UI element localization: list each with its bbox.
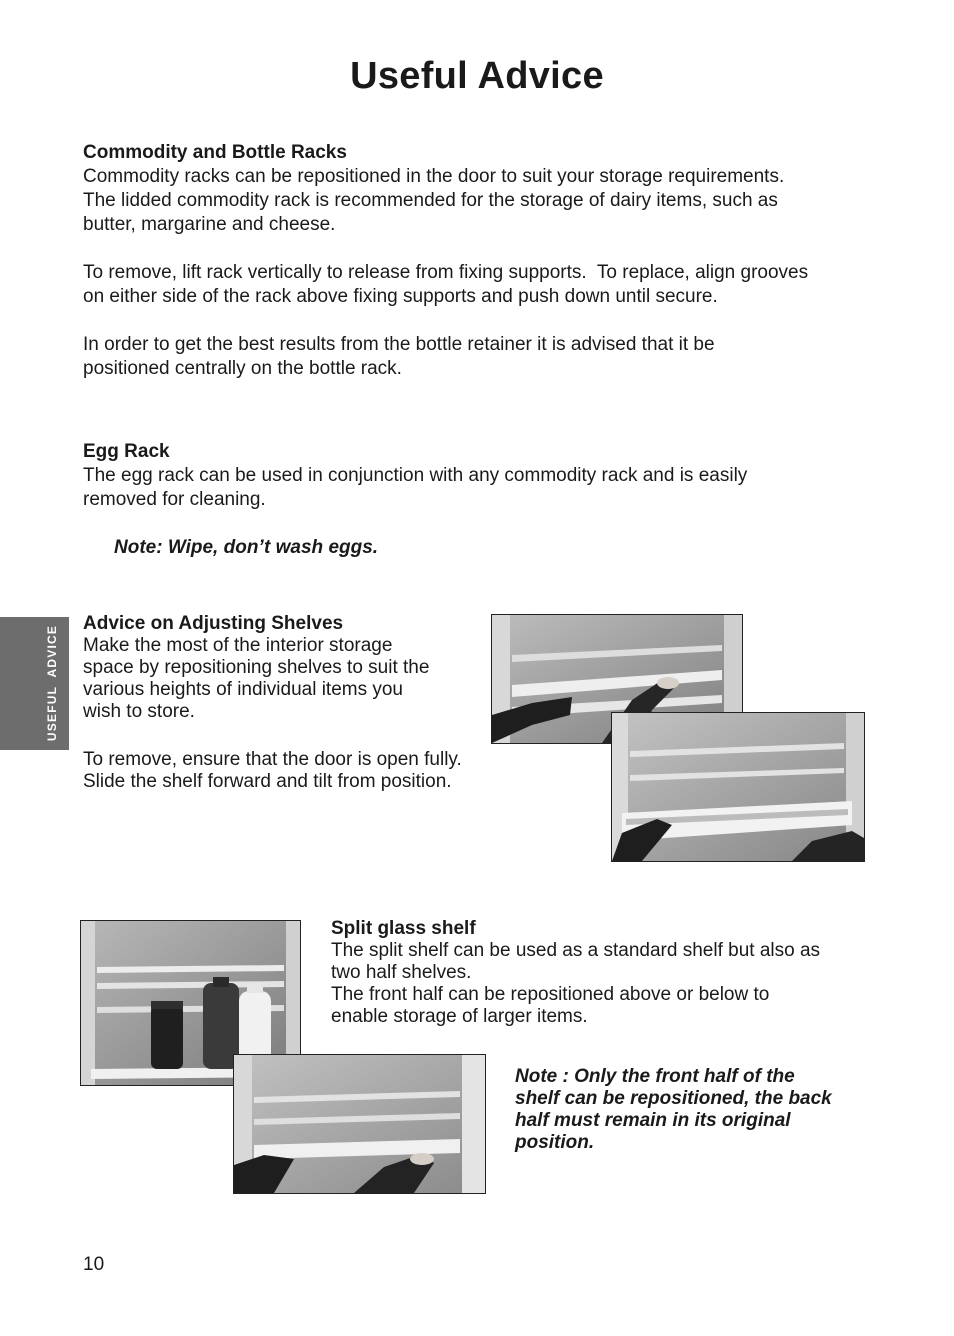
shelf-removal-photo-2 xyxy=(611,712,865,862)
commodity-para-1-line-1: Commodity racks can be repositioned in the door to suit your storage requirements. xyxy=(83,166,785,187)
split-para-line-1: The split shelf can be used as a standard shelf but also as xyxy=(331,940,821,961)
split-para-line-4: enable storage of larger items. xyxy=(331,1006,588,1027)
split-note-line-4: position. xyxy=(515,1132,595,1153)
split-note-line-2: shelf can be repositioned, the back xyxy=(515,1088,832,1109)
egg-section xyxy=(83,440,883,512)
shelves-para-2-line-2: Slide the shelf forward and tilt from position. xyxy=(83,771,452,792)
commodity-para-2-line-2: on either side of the rack above fixing supports and push down until secure. xyxy=(83,286,718,307)
page-number: 10 xyxy=(83,1254,105,1275)
egg-para-line-1: The egg rack can be used in conjunction with any commodity rack and is easily xyxy=(83,465,748,486)
split-heading: Split glass shelf xyxy=(331,918,476,939)
commodity-para-2-line-1: To remove, lift rack vertically to release from fixing supports. To replace, align grooves xyxy=(83,262,809,283)
shelves-para-1-line-3: various heights of individual items you xyxy=(83,679,404,700)
shelves-heading: Advice on Adjusting Shelves xyxy=(83,613,344,634)
shelves-para-2-line-1: To remove, ensure that the door is open fully. xyxy=(83,749,462,770)
split-section xyxy=(331,918,891,1028)
side-tab-label: USEFUL ADVICE xyxy=(45,624,59,742)
shelves-para-1-line-2: space by repositioning shelves to suit the xyxy=(83,657,430,678)
commodity-para-1-line-3: butter, margarine and cheese. xyxy=(83,214,336,235)
commodity-para-1-line-2: The lidded commodity rack is recommended for the storage of dairy items, such as xyxy=(83,190,778,211)
egg-para-line-2: removed for cleaning. xyxy=(83,489,266,510)
page-title: Useful Advice xyxy=(350,55,604,97)
commodity-para-3-line-2: positioned centrally on the bottle rack. xyxy=(83,358,402,379)
split-note-line-3: half must remain in its original xyxy=(515,1110,791,1131)
split-note-line-1: Note : Only the front half of the xyxy=(515,1066,795,1087)
shelves-para-1-line-1: Make the most of the interior storage xyxy=(83,635,393,656)
shelves-para-1-line-4: wish to store. xyxy=(83,701,195,722)
section-side-tab xyxy=(0,617,69,750)
commodity-para-3-line-1: In order to get the best results from the bottle retainer it is advised that it be xyxy=(83,334,715,355)
commodity-section xyxy=(83,141,883,381)
split-note xyxy=(515,1066,875,1154)
split-para-line-3: The front half can be repositioned above or below to xyxy=(331,984,770,1005)
egg-heading: Egg Rack xyxy=(83,441,170,462)
commodity-heading: Commodity and Bottle Racks xyxy=(83,142,347,163)
shelves-section xyxy=(83,613,503,793)
egg-note: Note: Wipe, don’t wash eggs. xyxy=(114,537,379,558)
split-para-line-2: two half shelves. xyxy=(331,962,472,983)
split-shelf-photo-2 xyxy=(233,1054,486,1194)
